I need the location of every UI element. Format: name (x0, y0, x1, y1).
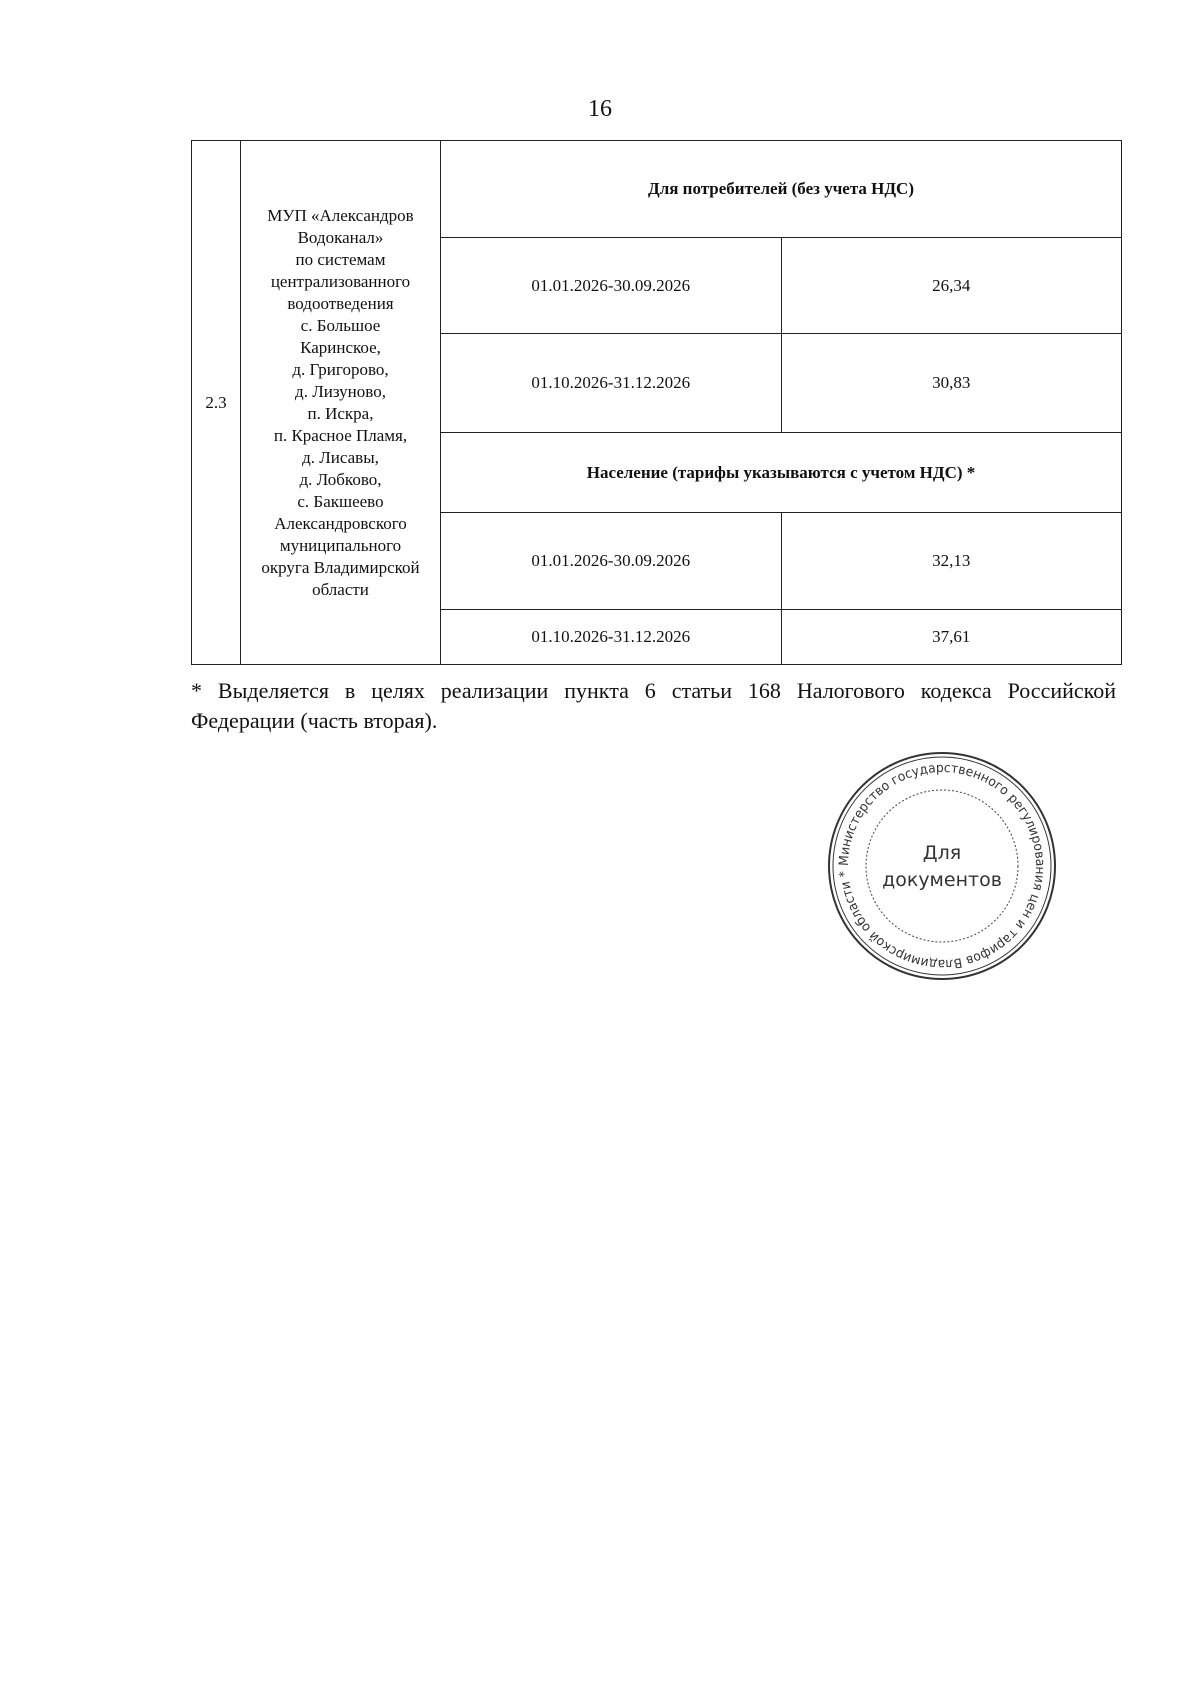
stamp-inner-ring (866, 790, 1018, 942)
organization-line: Александровского (274, 513, 407, 533)
organization-line: области (312, 579, 369, 599)
organization-line: п. Красное Пламя, (273, 425, 408, 445)
footnote-line: * Выделяется в целях реализации пункта 6 статьи 168 Налогового кодекса Российской (191, 678, 1116, 703)
stamp-ring-text: Министерство государственного регулирования цен и тарифов Владимирской области * (836, 760, 1048, 972)
organization-line: Каринское, (300, 337, 381, 357)
footnote-line: Федерации (часть вторая). (191, 708, 438, 733)
organization-line: Водоканал» (297, 227, 384, 247)
period-cell: 01.10.2026-31.12.2026 (441, 334, 782, 433)
tariff-value-cell: 30,83 (781, 334, 1122, 433)
tariff-table (191, 140, 1122, 665)
official-stamp (825, 749, 1059, 983)
organization-cell (241, 141, 441, 665)
organization-line: д. Григорово, (292, 359, 389, 379)
period-cell: 01.10.2026-31.12.2026 (441, 610, 782, 665)
tariff-value-cell: 32,13 (781, 513, 1122, 610)
stamp-center-line: Для (922, 842, 962, 864)
organization-line: централизованного (270, 271, 411, 291)
organization-line: МУП «Александров (267, 205, 414, 225)
organization-line: муниципального (279, 535, 402, 555)
page-number: 16 (588, 96, 612, 122)
stamp-outer-ring (829, 753, 1055, 979)
row-number: 2.3 (192, 141, 241, 665)
organization-line: с. Большое (300, 315, 381, 335)
organization-line: д. Лизуново, (295, 381, 386, 401)
organization-line: с. Бакшеево (297, 491, 384, 511)
tariff-value-cell: 26,34 (781, 238, 1122, 334)
tariff-value-cell: 37,61 (781, 610, 1122, 665)
period-cell: 01.01.2026-30.09.2026 (441, 513, 782, 610)
stamp-center-line: документов (882, 869, 1002, 891)
section-header-consumers: Для потребителей (без учета НДС) (441, 141, 1122, 238)
organization-line: п. Искра, (307, 403, 374, 423)
period-cell: 01.01.2026-30.09.2026 (441, 238, 782, 334)
organization-line: водоотведения (287, 293, 394, 313)
organization-line: д. Лисавы, (302, 447, 379, 467)
organization-line: по системам (295, 249, 386, 269)
organization-line: округа Владимирской (261, 557, 420, 577)
section-header-population: Население (тарифы указываются с учетом НДС) * (441, 433, 1122, 513)
organization-line: д. Лобково, (299, 469, 382, 489)
footnote (191, 676, 1116, 736)
